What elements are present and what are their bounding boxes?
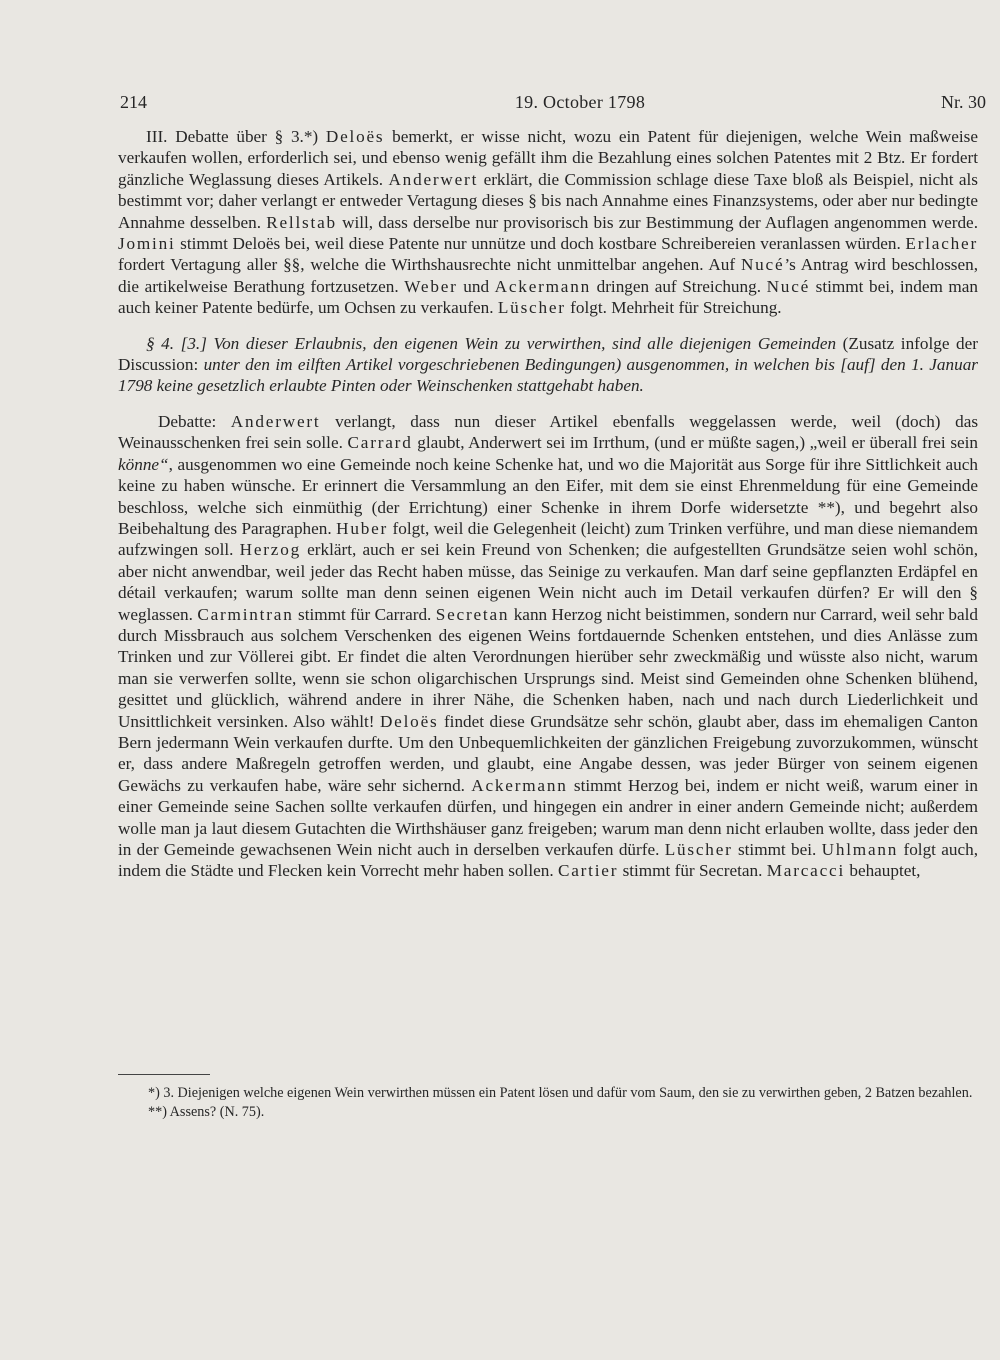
header-number: Nr. 30 bbox=[941, 92, 986, 112]
text-run: will, dass derselbe nur provisorisch bis zur Bestimmung der Auflagen angenommen werde. bbox=[336, 212, 978, 232]
header-date: 19. October 1798 bbox=[514, 92, 646, 112]
text-run: behauptet, bbox=[845, 861, 921, 881]
text-run: stimmt für Carrard. bbox=[293, 604, 436, 624]
speaker-rellstab: Rellstab bbox=[266, 212, 337, 232]
paragraph-section-4 bbox=[118, 333, 978, 397]
text-run: ’s Antrag wird beschlossen, die artikelweise Berathung fortzusetzen. bbox=[118, 255, 978, 296]
text-run: findet diese Grundsätze sehr schön, glaubt aber, dass im ehemaligen Canton Bern jedermann Wein verkaufen durfte. Um den Unbequemlichkeiten der gänzlichen Freigebung zuvorzukommen, wünscht er, dass andere Maßregeln getroffen werden, und glaubt, eine Angabe dessen, was jeder Bürger von seinem eigenen Gewächs zu verkaufen habe, wäre sehr sichernd. bbox=[118, 711, 978, 795]
speaker-weber: Weber bbox=[404, 276, 458, 296]
speaker-ackermann: Ackermann bbox=[471, 775, 568, 795]
text-run: stimmt Herzog bei, indem er nicht weiß, warum einer in einer Gemeinde seine Sachen sollte verkaufen dürfen, und hingegen ein andrer in einer andern Gemeinde nicht; außerdem wolle man ja laut diesem Gutachten die Wirthshäuser ganz freigeben; warum man denn nicht erlauben wollte, dass jeder den in der Gemeinde gewachsenen Wein nicht auch in derselben verkaufen dürfe. bbox=[118, 775, 978, 859]
text-run: glaubt, Anderwert sei im Irrthum, (und er müßte sagen,) „weil er überall frei sein bbox=[412, 433, 979, 453]
text-run: stimmt bei, indem man auch keiner Patente bedürfe, um Ochsen zu verkaufen. bbox=[118, 276, 979, 318]
text-run: stimmt bei. bbox=[732, 840, 822, 859]
footnote-2: **) Assens? (N. 75). bbox=[148, 1103, 265, 1120]
speaker-luscher: Lüscher bbox=[497, 298, 566, 318]
speaker-secretan: Secretan bbox=[435, 604, 510, 624]
speaker-herzog: Herzog bbox=[239, 540, 301, 560]
text-run: und bbox=[457, 276, 495, 296]
speaker-luscher: Lüscher bbox=[664, 840, 733, 859]
text-run: (Zusatz infolge der Discussion: bbox=[118, 333, 979, 375]
section-4-addition: unter den im eilften Artikel vorgeschriebenen Bedingungen) ausgenommen, in welchen bis [auf] den 1. Januar 1798 keine gesetzlich erlaubte Pinten oder Weinschenken stattgehabt haben. bbox=[118, 355, 978, 396]
footnotes bbox=[118, 1084, 976, 1121]
text-run: erklärt, die Commission schlage diese Taxe bloß als Beispiel, nicht als bestimmt vor; daher verlangt er entweder Vertagung dieses § bis nach Annahme eines Finanzsystems, oder aber nur bedingte Annahme desselben. bbox=[118, 169, 978, 232]
paragraph-debate-section-4 bbox=[118, 411, 978, 882]
speaker-anderwert: Anderwert bbox=[230, 411, 321, 431]
speaker-uhlmann: Uhlmann bbox=[821, 840, 899, 859]
speaker-ackermann: Ackermann bbox=[494, 276, 592, 296]
speaker-anderwert: Anderwert bbox=[388, 169, 479, 189]
text-run: fordert Vertagung aller §§, welche die Wirthshausrechte nicht unmittelbar angehen. Auf bbox=[118, 255, 741, 275]
text-run: III. Debatte über § 3.*) bbox=[146, 127, 326, 146]
section-4-text: § 4. [3.] Von dieser Erlaubnis, den eigenen Wein zu verwirthen, sind alle diejenigen Gemeinden bbox=[146, 333, 837, 353]
speaker-cartier: Cartier bbox=[557, 861, 619, 881]
text-run: folgt auch, indem die Städte und Flecken kein Vorrecht mehr haben sollen. bbox=[118, 840, 978, 881]
text-run: folgt. Mehrheit für Streichung. bbox=[565, 298, 782, 318]
footnote-1: *) 3. Diejenigen welche eigenen Wein verwirthen müssen ein Patent lösen und dafür vom Saum, den sie zu verwirthen geben, 2 Batzen bezahlen. bbox=[148, 1085, 973, 1101]
emphasis-koenne: könne“ bbox=[118, 454, 169, 474]
speaker-deloes: Deloës bbox=[379, 711, 439, 731]
speaker-erlacher: Erlacher bbox=[905, 234, 978, 254]
text-run: verlangt, dass nun dieser Artikel ebenfalls weggelassen werde, weil (doch) das Weinausschenken frei sein solle. bbox=[118, 411, 979, 453]
speaker-carmintran: Carmintran bbox=[197, 604, 294, 624]
speaker-marcacci: Marcacci bbox=[766, 861, 846, 881]
text-run: erklärt, auch er sei kein Freund von Schenken; die aufgestellten Grundsätze seien wohl schön, aber nicht anwendbar, weil jeder das Recht haben müsse, das Seinige zu verkaufen. Man darf seine gepflanzten Erdäpfel en détail verkaufen; warum sollte man denn seinen eigenen Wein nicht auch im Detail verkaufen dürfen? Er will den § weglassen. bbox=[118, 540, 978, 624]
paragraph-debate-section-3 bbox=[118, 126, 978, 319]
speaker-nuce: Nucé bbox=[740, 255, 785, 275]
text-run: kann Herzog nicht beistimmen, sondern nur Carrard, weil sehr bald durch Missbrauch aus solchem Verschenken des eigenen Weins fortdauernde Schenken entstehen, und dies Anlässe zum Trinken und zur Völlerei gibt. Er findet die alten Verordnungen hierüber sehr zweckmäßig und wüsste also nicht, warum man sie verwerfen sollte, wenn sie schon oligarchischen Ursprungs sind. Meist sind Gemeinden ohne Schenken blühend, gesittet und glücklich, während andere in ihrer Nähe, die Schenken haben, nach und nach durch Liederlichkeit und Unsittlichkeit versinken. Also wählt! bbox=[118, 604, 979, 731]
body-text bbox=[118, 126, 978, 882]
speaker-jomini: Jomini bbox=[118, 234, 176, 254]
text-run: folgt, weil die Gelegenheit (leicht) zum Trinken verführe, und man diese niemandem aufzwingen soll. bbox=[118, 518, 979, 560]
text-run: stimmt Deloës bei, weil diese Patente nur unnütze und doch kostbare Schreibereien veranlassen würden. bbox=[175, 234, 906, 254]
text-run: dringen auf Streichung. bbox=[591, 276, 767, 296]
speaker-nuce: Nucé bbox=[766, 276, 811, 296]
running-header bbox=[120, 92, 986, 116]
text-run: Debatte: bbox=[158, 411, 231, 431]
speaker-carrard: Carrard bbox=[347, 433, 413, 453]
text-run: bemerkt, er wisse nicht, wozu ein Patent für diejenigen, welche Wein maßweise verkaufen wollen, erforderlich sei, und ebenso wenig gefällt ihm die Bezahlung eines solchen Patentes mit 2 Btz. Er fordert gänzliche Weglassung dieses Artikels. bbox=[118, 127, 978, 189]
page-number: 214 bbox=[120, 92, 147, 112]
text-run: , ausgenommen wo eine Gemeinde noch keine Schenke hat, und wo die Majorität aus Sorge für ihre Sittlichkeit auch keine zu haben wünsche. Er erinnert die Versammlung an den Eifer, mit dem sie einst Ehrenmeldung für eine Gemeinde beschloss, welche sich einmüthig (der Errichtung) einer Schenke in ihrem Dorfe widersetzte **), und begehrt also Beibehaltung des Paragraphen. bbox=[118, 454, 978, 538]
speaker-deloes: Deloës bbox=[325, 127, 385, 146]
text-run: stimmt für Secretan. bbox=[618, 861, 767, 881]
speaker-huber: Huber bbox=[336, 518, 389, 538]
footnote-divider bbox=[118, 1074, 210, 1075]
